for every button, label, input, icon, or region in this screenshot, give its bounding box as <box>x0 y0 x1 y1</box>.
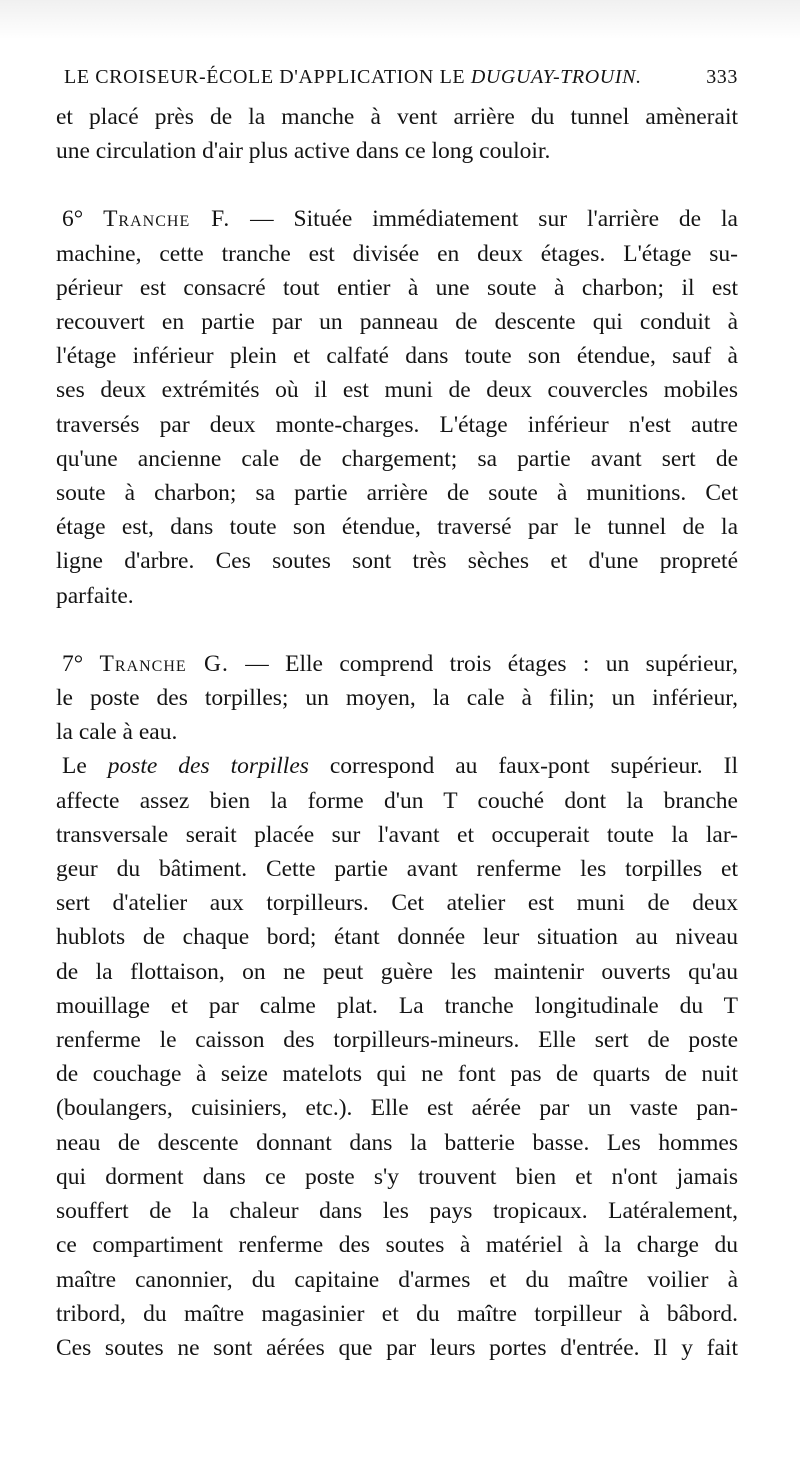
text-line: et placé près de la manche à vent arrière du tunnel amènerait <box>56 104 738 130</box>
text-line <box>56 647 738 681</box>
text-line: hublots de chaque bord; étant donnée leur situation au niveau <box>56 924 738 951</box>
text-line: Ces soutes ne sont aérées que par leurs portes d'entrée. Il y fait <box>56 1334 738 1361</box>
text-line: affecte assez bien la forme d'un T couché dont la branche <box>56 787 738 814</box>
text-line: ligne d'arbre. Ces soutes sont très sèches et d'une propreté <box>56 548 738 575</box>
text-line: renferme le caisson des torpilleurs-mineurs. Elle sert de poste <box>56 1027 738 1054</box>
text-line: neau de descente donnant dans la batterie basse. Les hommes <box>56 1129 738 1156</box>
text-line: sert d'atelier aux torpilleurs. Cet atelier est muni de deux <box>56 890 738 917</box>
text-line: geur du bâtiment. Cette partie avant renferme les torpilles et <box>56 856 738 883</box>
section-label: Tranche F. <box>103 206 231 233</box>
running-title-ship: DUGUAY-TROUIN. <box>470 66 642 88</box>
text-line: machine, cette tranche est divisée en deux étages. L'étage su- <box>56 240 738 267</box>
text-line: périeur est consacré tout entier à une soute à charbon; il est <box>56 274 738 301</box>
text-line: qui dorment dans ce poste s'y trouvent bien et n'ont jamais <box>56 1163 738 1190</box>
text-line: la cale à eau. <box>56 719 178 746</box>
paragraph-continuation <box>56 100 738 168</box>
text-line: l'étage inférieur plein et calfaté dans toute son étendue, sauf à <box>56 343 738 370</box>
text-line: (boulangers, cuisiniers, etc.). Elle est aérée par un vaste pan- <box>56 1095 738 1122</box>
italic-term: poste des torpilles <box>107 753 309 780</box>
text-line: traversés par deux monte-charges. L'étage inférieur n'est autre <box>56 411 738 438</box>
text-line: tribord, du maître magasinier et du maître torpilleur à bâbord. <box>56 1300 738 1327</box>
text-line <box>56 202 738 236</box>
text-line: souffert de la chaleur dans les pays tropicaux. Latéralement, <box>56 1198 738 1225</box>
page-number: 333 <box>706 66 738 88</box>
paragraph-tranche-g <box>56 647 738 750</box>
text-line <box>56 749 738 783</box>
section-number: 7° <box>62 650 84 677</box>
text-line: recouvert en partie par un panneau de descente qui conduit à <box>56 309 738 336</box>
text-fragment: — Elle comprend trois étages : un supérieur, <box>228 650 739 677</box>
text-fragment: — Située immédiatement sur l'arrière de la <box>230 206 738 233</box>
body-text <box>56 100 738 1365</box>
paragraph-gap <box>56 168 738 202</box>
text-line: de la flottaison, on ne peut guère les maintenir ouverts qu'au <box>56 958 738 985</box>
text-line: qu'une ancienne cale de chargement; sa partie avant sert de <box>56 445 738 472</box>
text-line: de couchage à seize matelots qui ne font pas de quarts de nuit <box>56 1061 738 1088</box>
running-header <box>64 66 738 100</box>
paragraph-poste-des-torpilles <box>56 749 738 1365</box>
paragraph-gap <box>56 613 738 647</box>
text-line: une circulation d'air plus active dans ce long couloir. <box>56 138 551 165</box>
text-fragment: Le <box>62 753 108 780</box>
running-title <box>64 66 642 89</box>
text-line: soute à charbon; sa partie arrière de soute à munitions. Cet <box>56 480 738 507</box>
text-line: parfaite. <box>56 582 134 609</box>
text-line: transversale serait placée sur l'avant et occuperait toute la lar- <box>56 821 738 848</box>
text-line: étage est, dans toute son étendue, traversé par le tunnel de la <box>56 514 738 541</box>
paragraph-tranche-f <box>56 202 738 612</box>
section-number: 6° <box>62 206 84 233</box>
running-title-prefix: LE CROISEUR-ÉCOLE D'APPLICATION LE <box>64 66 471 88</box>
text-line: maître canonnier, du capitaine d'armes et du maître voilier à <box>56 1266 738 1293</box>
text-line: ses deux extrémités où il est muni de deux couvercles mobiles <box>56 377 738 404</box>
text-fragment: correspond au faux-pont supérieur. Il <box>308 753 738 780</box>
section-label: Tranche G. <box>99 650 229 677</box>
text-line: mouillage et par calme plat. La tranche longitudinale du T <box>56 992 738 1019</box>
text-line: ce compartiment renferme des soutes à matériel à la charge du <box>56 1232 738 1259</box>
text-line: le poste des torpilles; un moyen, la cale à filin; un inférieur, <box>56 685 738 712</box>
